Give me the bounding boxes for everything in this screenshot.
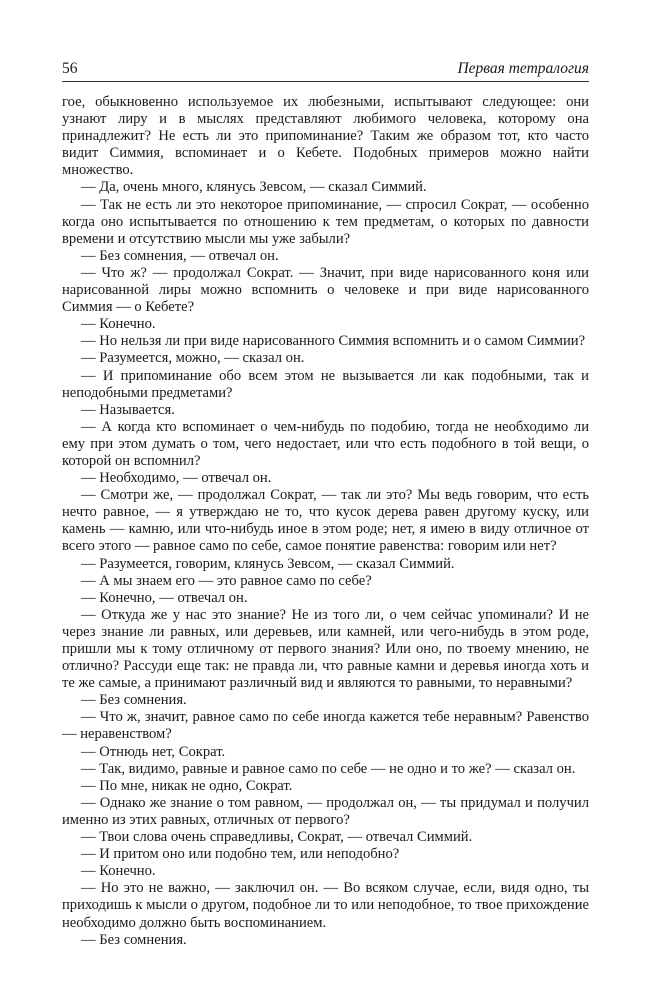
dialogue-paragraph: — Однако же знание о том равном, — продолжал он, — ты придумал и получил именно из этих равных, отличных от первого? [62, 794, 589, 828]
dialogue-paragraph: — Но это не важно, — заключил он. — Во всяком случае, если, видя одно, ты приходишь к мысли о другом, подобное ли то или неподобное, то твое прихождение необходимо должно быть воспоминанием. [62, 880, 589, 931]
dialogue-paragraph: — Да, очень много, клянусь Зевсом, — сказал Симмий. [81, 179, 427, 196]
dialogue-paragraph: — Смотри же, — продолжал Сократ, — так ли это? Мы ведь говорим, что есть нечто равное, — я утверждаю не то, что кусок дерева равен другому куску, или камень — камню, или что-нибудь иное в этом роде; нет, я имею в виду отличное от всего этого — равное само по себе, самое понятие равенства: говорим или нет? [62, 487, 589, 555]
dialogue-paragraph: — А когда кто вспоминает о чем-нибудь по подобию, тогда не необходимо ли ему при этом думать о том, чего недостает, или что есть подобного в той вещи, о которой он вспомнил? [62, 418, 589, 469]
dialogue-paragraph: — И припоминание обо всем этом не вызывается ли как подобными, так и неподобными предметами? [62, 367, 589, 401]
paragraph-continuation: гое, обыкновенно используемое их любезными, испытывают следующее: они узнают лиру и в мыслях представляют любимого человека, которому она принадлежит? Не есть ли это припоминание? Таким же образом тот, кто часто видит Симмия, вспоминает и о Кебете. Подобных примеров можно найти множество. [62, 94, 589, 179]
page-number: 56 [62, 60, 78, 77]
book-page [62, 60, 589, 949]
dialogue-paragraph: — Откуда же у нас это знание? Не из того ли, о чем сейчас упоминали? И не через знание ли равных, или деревьев, или камней, или чего-нибудь в этом роде, пришли мы к тому отличному от первого знания? Или оно, по твоему мнению, не отлично? Рассуди еще так: не правда ли, что равные камни и деревья иногда хоть и те же самые, а принимают различный вид и являются то равными, то неравными? [62, 606, 589, 692]
dialogue-paragraph: — Отнюдь нет, Сократ. [81, 743, 226, 760]
dialogue-paragraph: — А мы знаем его — это равное само по себе? [81, 572, 372, 589]
dialogue-paragraph: — Называется. [81, 401, 175, 418]
dialogue-paragraph: — Твои слова очень справедливы, Сократ, — отвечал Симмий. [81, 829, 473, 846]
dialogue-paragraph: — Конечно. [81, 863, 156, 880]
main-text [62, 94, 589, 949]
dialogue-paragraph: — Разумеется, говорим, клянусь Зевсом, — сказал Симмий. [81, 555, 455, 572]
dialogue-paragraph: — Так не есть ли это некоторое припоминание, — спросил Сократ, — особенно когда оно испытывается по отношению к тем предметам, о которых по давности времени и отсутствию мысли мы уже забыли? [62, 196, 589, 247]
dialogue-paragraph: — Разумеется, можно, — сказал он. [81, 350, 305, 367]
dialogue-paragraph: — Без сомнения, — отвечал он. [81, 247, 279, 264]
dialogue-paragraph: — Конечно, — отвечал он. [81, 589, 248, 606]
dialogue-paragraph: — Без сомнения. [81, 692, 187, 709]
dialogue-paragraph: — И притом оно или подобно тем, или неподобно? [81, 846, 400, 863]
dialogue-paragraph: — Без сомнения. [81, 931, 187, 948]
dialogue-paragraph: — Что ж? — продолжал Сократ. — Значит, при виде нарисованного коня или нарисованной лиры можно вспомнить о человеке и при виде нарисованного Симмия — о Кебете? [62, 264, 589, 316]
dialogue-paragraph: — Так, видимо, равные и равное само по себе — не одно и то же? — сказал он. [81, 760, 576, 777]
running-title: Первая тетралогия [457, 60, 589, 77]
dialogue-paragraph: — Необходимо, — отвечал он. [81, 470, 272, 487]
running-header [62, 60, 589, 82]
dialogue-paragraph: — По мне, никак не одно, Сократ. [81, 777, 293, 794]
dialogue-paragraph: — Что ж, значит, равное само по себе иногда кажется тебе неравным? Равенство — неравенством? [62, 709, 589, 743]
dialogue-paragraph: — Конечно. [81, 316, 156, 333]
dialogue-paragraph: — Но нельзя ли при виде нарисованного Симмия вспомнить и о самом Симмии? [81, 333, 586, 350]
